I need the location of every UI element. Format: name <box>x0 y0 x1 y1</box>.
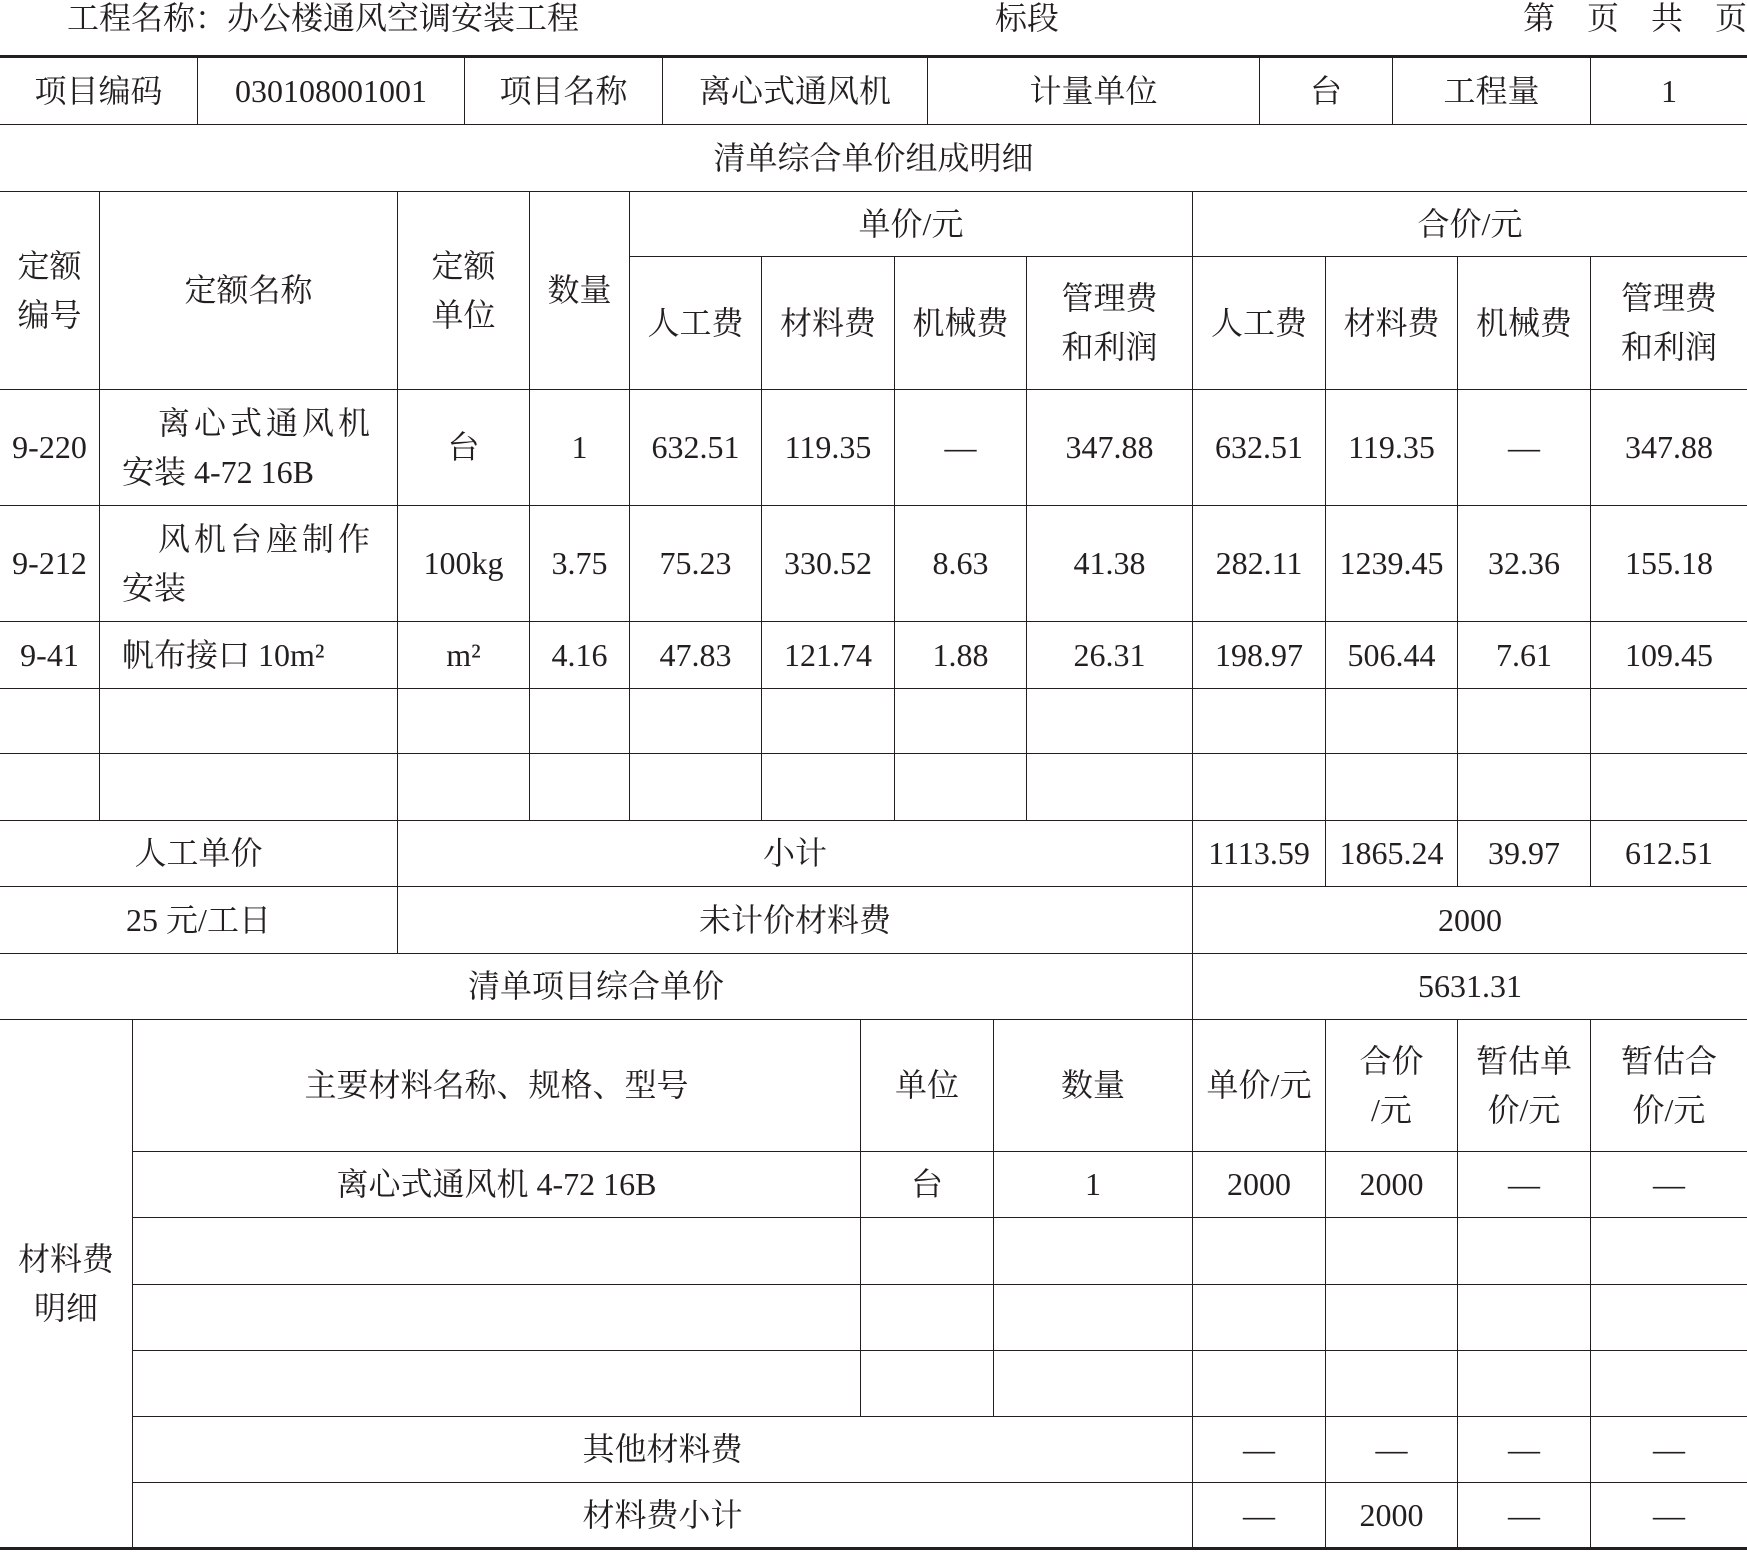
col-total-material: 材料费 <box>1326 257 1458 390</box>
unpriced-material: 2000 <box>1193 887 1747 954</box>
empty-cell <box>1326 754 1458 821</box>
empty-cell <box>861 1285 994 1351</box>
material-est-unit-price: — <box>1458 1152 1591 1218</box>
quota-quantity: 3.75 <box>530 506 630 622</box>
material-name: 离心式通风机 4-72 16B <box>133 1152 861 1218</box>
col-group-total-price: 合价/元 <box>1193 192 1747 257</box>
empty-cell <box>0 689 100 754</box>
empty-cell <box>1458 1351 1591 1417</box>
unit-machine: 8.63 <box>895 506 1027 622</box>
empty-cell <box>762 754 895 821</box>
quota-name <box>100 390 398 506</box>
material-est-total-price: — <box>1591 1152 1747 1218</box>
col-quantity: 数量 <box>530 192 630 390</box>
empty-cell <box>861 1351 994 1417</box>
empty-cell <box>895 754 1027 821</box>
unpriced-material-label: 未计价材料费 <box>398 887 1193 954</box>
empty-cell <box>1591 754 1747 821</box>
empty-cell <box>994 1218 1193 1285</box>
item-code: 030108001001 <box>198 58 465 125</box>
total-material: 506.44 <box>1326 622 1458 689</box>
empty-cell <box>1193 1351 1326 1417</box>
col-material-total-price: 合价 /元 <box>1326 1020 1458 1152</box>
empty-cell <box>100 689 398 754</box>
material-subtotal-total-price: 2000 <box>1326 1483 1458 1548</box>
col-material-est-total-price: 暂估合 价/元 <box>1591 1020 1747 1152</box>
col-total-machine: 机械费 <box>1458 257 1591 390</box>
empty-cell <box>398 689 530 754</box>
material-subtotal-unit-price: — <box>1193 1483 1326 1548</box>
quota-name <box>100 622 398 689</box>
col-unit-machine: 机械费 <box>895 257 1027 390</box>
empty-cell <box>1193 1285 1326 1351</box>
col-material-est-unit-price: 暂估单 价/元 <box>1458 1020 1591 1152</box>
unit-material: 119.35 <box>762 390 895 506</box>
composite-unit-price-label: 清单项目综合单价 <box>0 954 1193 1020</box>
table-bottom-rule <box>0 1547 1747 1550</box>
empty-cell <box>1193 689 1326 754</box>
empty-cell <box>994 1285 1193 1351</box>
other-est-unit-price: — <box>1458 1417 1591 1483</box>
empty-cell <box>1326 689 1458 754</box>
empty-cell <box>895 689 1027 754</box>
empty-cell <box>133 1285 861 1351</box>
empty-cell <box>1193 754 1326 821</box>
col-quota-code: 定额 编号 <box>0 192 100 390</box>
empty-cell <box>530 689 630 754</box>
empty-cell <box>630 689 762 754</box>
empty-cell <box>133 1351 861 1417</box>
col-unit-management-profit: 管理费 和利润 <box>1027 257 1193 390</box>
empty-cell <box>1326 1351 1458 1417</box>
empty-cell <box>1591 689 1747 754</box>
unit-material: 330.52 <box>762 506 895 622</box>
item-quantity-label: 工程量 <box>1393 58 1591 125</box>
material-total-price: 2000 <box>1326 1152 1458 1218</box>
subtotal-label: 小计 <box>398 821 1193 887</box>
total-labor: 282.11 <box>1193 506 1326 622</box>
empty-cell <box>1458 689 1591 754</box>
material-subtotal-est-total-price: — <box>1591 1483 1747 1548</box>
quota-name <box>100 506 398 622</box>
unit-management-profit: 347.88 <box>1027 390 1193 506</box>
empty-cell <box>100 754 398 821</box>
empty-cell <box>1027 754 1193 821</box>
col-unit-labor: 人工费 <box>630 257 762 390</box>
subtotal-labor: 1113.59 <box>1193 821 1326 887</box>
empty-cell <box>1458 1218 1591 1285</box>
material-subtotal-label: 材料费小计 <box>133 1483 1193 1548</box>
empty-cell <box>1591 1285 1747 1351</box>
empty-cell <box>994 1351 1193 1417</box>
page-number: 第 页 共 页 <box>1522 0 1747 36</box>
material-subtotal-est-unit-price: — <box>1458 1483 1591 1548</box>
item-name-label: 项目名称 <box>465 58 663 125</box>
col-material-quantity: 数量 <box>994 1020 1193 1152</box>
material-unit: 台 <box>861 1152 994 1218</box>
quota-unit: m² <box>398 622 530 689</box>
item-code-label: 项目编码 <box>0 58 198 125</box>
unit-management-profit: 41.38 <box>1027 506 1193 622</box>
unit-management-profit: 26.31 <box>1027 622 1193 689</box>
total-labor: 198.97 <box>1193 622 1326 689</box>
empty-cell <box>530 754 630 821</box>
labor-rate: 25 元/工日 <box>0 887 398 954</box>
quota-name-text: 帆布接口 10m² <box>122 636 325 673</box>
total-machine: 7.61 <box>1458 622 1591 689</box>
col-unit-material: 材料费 <box>762 257 895 390</box>
other-material-label: 其他材料费 <box>133 1417 1193 1483</box>
unit-labor: 75.23 <box>630 506 762 622</box>
unit-machine: 1.88 <box>895 622 1027 689</box>
quota-unit: 台 <box>398 390 530 506</box>
col-group-unit-price: 单价/元 <box>630 192 1193 257</box>
material-unit-price: 2000 <box>1193 1152 1326 1218</box>
empty-cell <box>1027 689 1193 754</box>
empty-cell <box>1591 1351 1747 1417</box>
quota-name-text: 离心式通风机 安装 4-72 16B <box>122 404 375 490</box>
empty-cell <box>630 754 762 821</box>
total-machine: 32.36 <box>1458 506 1591 622</box>
col-quota-unit: 定额 单位 <box>398 192 530 390</box>
item-quantity: 1 <box>1591 58 1747 125</box>
total-management-profit: 347.88 <box>1591 390 1747 506</box>
col-total-labor: 人工费 <box>1193 257 1326 390</box>
empty-cell <box>133 1218 861 1285</box>
total-management-profit: 109.45 <box>1591 622 1747 689</box>
quota-quantity: 4.16 <box>530 622 630 689</box>
empty-cell <box>861 1218 994 1285</box>
labor-rate-label: 人工单价 <box>0 821 398 887</box>
item-name: 离心式通风机 <box>663 58 928 125</box>
subtotal-management-profit: 612.51 <box>1591 821 1747 887</box>
other-est-total-price: — <box>1591 1417 1747 1483</box>
empty-cell <box>1458 1285 1591 1351</box>
empty-cell <box>1458 754 1591 821</box>
section-label: 标段 <box>995 0 1060 36</box>
project-name: 工程名称：办公楼通风空调安装工程 <box>67 0 580 36</box>
empty-cell <box>762 689 895 754</box>
quota-code: 9-41 <box>0 622 100 689</box>
composite-unit-price: 5631.31 <box>1193 954 1747 1020</box>
quota-unit: 100kg <box>398 506 530 622</box>
unit-material: 121.74 <box>762 622 895 689</box>
item-unit-label: 计量单位 <box>928 58 1260 125</box>
subtotal-material: 1865.24 <box>1326 821 1458 887</box>
other-unit-price: — <box>1193 1417 1326 1483</box>
total-labor: 632.51 <box>1193 390 1326 506</box>
unit-machine: — <box>895 390 1027 506</box>
quota-code: 9-212 <box>0 506 100 622</box>
col-total-management-profit: 管理费 和利润 <box>1591 257 1747 390</box>
col-quota-name: 定额名称 <box>100 192 398 390</box>
other-total-price: — <box>1326 1417 1458 1483</box>
empty-cell <box>1591 1218 1747 1285</box>
quota-code: 9-220 <box>0 390 100 506</box>
empty-cell <box>1193 1218 1326 1285</box>
unit-labor: 632.51 <box>630 390 762 506</box>
material-section-label: 材料费 明细 <box>0 1020 133 1548</box>
material-quantity: 1 <box>994 1152 1193 1218</box>
total-material: 119.35 <box>1326 390 1458 506</box>
empty-cell <box>1326 1218 1458 1285</box>
total-machine: — <box>1458 390 1591 506</box>
quota-quantity: 1 <box>530 390 630 506</box>
empty-cell <box>0 754 100 821</box>
col-material-unit-price: 单价/元 <box>1193 1020 1326 1152</box>
subtotal-machine: 39.97 <box>1458 821 1591 887</box>
total-material: 1239.45 <box>1326 506 1458 622</box>
quota-name-text: 风机台座制作 安装 <box>122 520 375 606</box>
empty-cell <box>1326 1285 1458 1351</box>
composition-title: 清单综合单价组成明细 <box>0 125 1747 192</box>
unit-labor: 47.83 <box>630 622 762 689</box>
item-unit: 台 <box>1260 58 1393 125</box>
empty-cell <box>398 754 530 821</box>
col-material-unit: 单位 <box>861 1020 994 1152</box>
col-material-name: 主要材料名称、规格、型号 <box>133 1020 861 1152</box>
total-management-profit: 155.18 <box>1591 506 1747 622</box>
